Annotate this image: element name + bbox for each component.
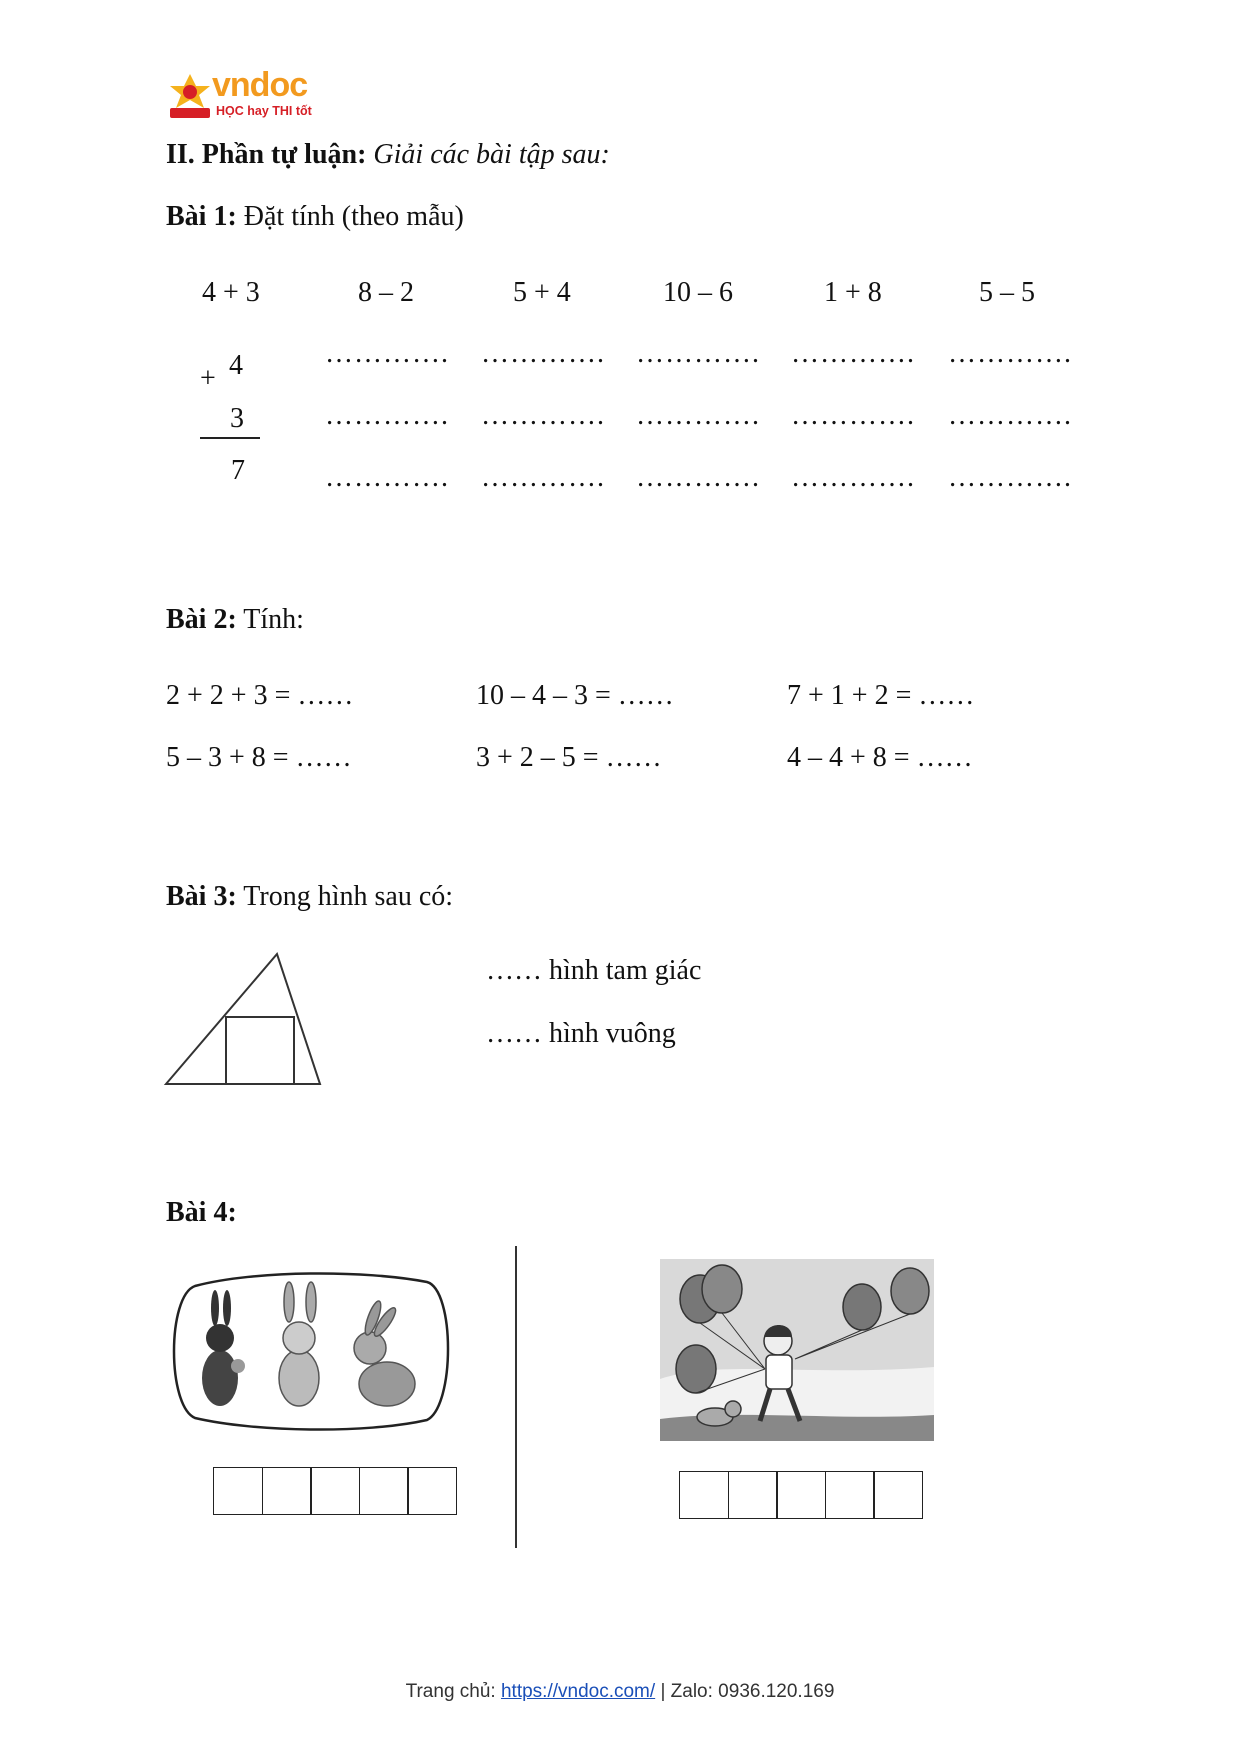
answer-dots: …………. <box>636 400 760 431</box>
answer-dots: …………. <box>636 462 760 493</box>
answer-box[interactable] <box>873 1471 923 1519</box>
answer-box[interactable] <box>262 1467 312 1515</box>
answer-dots: …………. <box>791 400 915 431</box>
boy-balloons-picture <box>660 1259 934 1441</box>
bai1-label: Bài 1: <box>166 201 237 232</box>
answer-dots: …………. <box>948 338 1072 369</box>
bai2-expression: 7 + 1 + 2 = …… <box>787 680 975 711</box>
example-operator: + <box>200 363 216 394</box>
answer-box[interactable] <box>359 1467 409 1515</box>
rabbit-icon <box>279 1282 319 1406</box>
logo-mascot-icon <box>166 70 214 122</box>
answer-box[interactable] <box>213 1467 263 1515</box>
logo-tagline: HỌC hay THI tốt <box>216 104 312 118</box>
bai1-problem: 5 – 5 <box>979 277 1035 308</box>
homepage-link[interactable]: https://vndoc.com/ <box>500 1681 656 1702</box>
rabbit-icon <box>202 1290 245 1406</box>
bai1-problem: 5 + 4 <box>513 277 571 308</box>
answer-dots: …………. <box>481 462 605 493</box>
example-sum-line <box>200 437 260 439</box>
bai1-problem: 4 + 3 <box>202 277 260 308</box>
example-result: 7 <box>231 455 245 486</box>
answer-box[interactable] <box>825 1471 875 1519</box>
bai3-text: Trong hình sau có: <box>243 881 454 912</box>
answer-dots: …………. <box>481 338 605 369</box>
logo-brand: vndoc <box>212 66 308 104</box>
section-heading <box>166 141 610 169</box>
bai3-label: Bài 3: <box>166 881 237 912</box>
bai2-expression: 3 + 2 – 5 = …… <box>476 742 662 773</box>
rabbit-icon <box>354 1299 415 1406</box>
bai2-text: Tính: <box>243 604 304 635</box>
bai1-problem: 10 – 6 <box>663 277 733 308</box>
bai3-answer-triangles: …… hình tam giác <box>486 955 702 986</box>
footer-prefix: Trang chủ: <box>405 1681 501 1702</box>
bai4-label: Bài 4: <box>166 1197 237 1228</box>
answer-box[interactable] <box>679 1471 729 1519</box>
answer-box[interactable] <box>310 1467 360 1515</box>
answer-dots: …………. <box>325 400 449 431</box>
vndoc-logo <box>166 66 316 122</box>
bai2-expression: 5 – 3 + 8 = …… <box>166 742 352 773</box>
footer-contact: | Zalo: 0936.120.169 <box>655 1681 835 1702</box>
section-instruction: Giải các bài tập sau: <box>373 139 610 170</box>
triangle-square-figure <box>160 945 330 1090</box>
section-title: II. Phần tự luận: <box>166 139 367 170</box>
column-divider <box>515 1246 517 1548</box>
bai1-problem: 8 – 2 <box>358 277 414 308</box>
answer-dots: …………. <box>636 338 760 369</box>
answer-dots: …………. <box>948 462 1072 493</box>
bai2-expression: 4 – 4 + 8 = …… <box>787 742 973 773</box>
bai4-answer-boxes-right <box>679 1471 923 1519</box>
bai2-expression: 2 + 2 + 3 = …… <box>166 680 354 711</box>
answer-dots: …………. <box>325 462 449 493</box>
answer-dots: …………. <box>791 462 915 493</box>
bai2-label: Bài 2: <box>166 604 237 635</box>
bai3-heading <box>166 883 453 911</box>
bai2-heading <box>166 606 304 634</box>
page-footer <box>0 1681 1240 1703</box>
answer-box[interactable] <box>407 1467 457 1515</box>
example-bottom-number: 3 <box>230 403 244 434</box>
bai4-answer-boxes-left <box>213 1467 457 1515</box>
bai2-expression: 10 – 4 – 3 = …… <box>476 680 674 711</box>
answer-dots: …………. <box>325 338 449 369</box>
bai1-problem: 1 + 8 <box>824 277 882 308</box>
bai3-answer-squares: …… hình vuông <box>486 1018 676 1049</box>
answer-dots: …………. <box>481 400 605 431</box>
example-top-number: 4 <box>229 350 243 381</box>
answer-box[interactable] <box>776 1471 826 1519</box>
answer-box[interactable] <box>728 1471 778 1519</box>
answer-dots: …………. <box>948 400 1072 431</box>
answer-dots: …………. <box>791 338 915 369</box>
bai1-heading <box>166 203 464 231</box>
bai1-text: Đặt tính (theo mẫu) <box>243 201 464 232</box>
rabbits-picture <box>165 1266 457 1436</box>
